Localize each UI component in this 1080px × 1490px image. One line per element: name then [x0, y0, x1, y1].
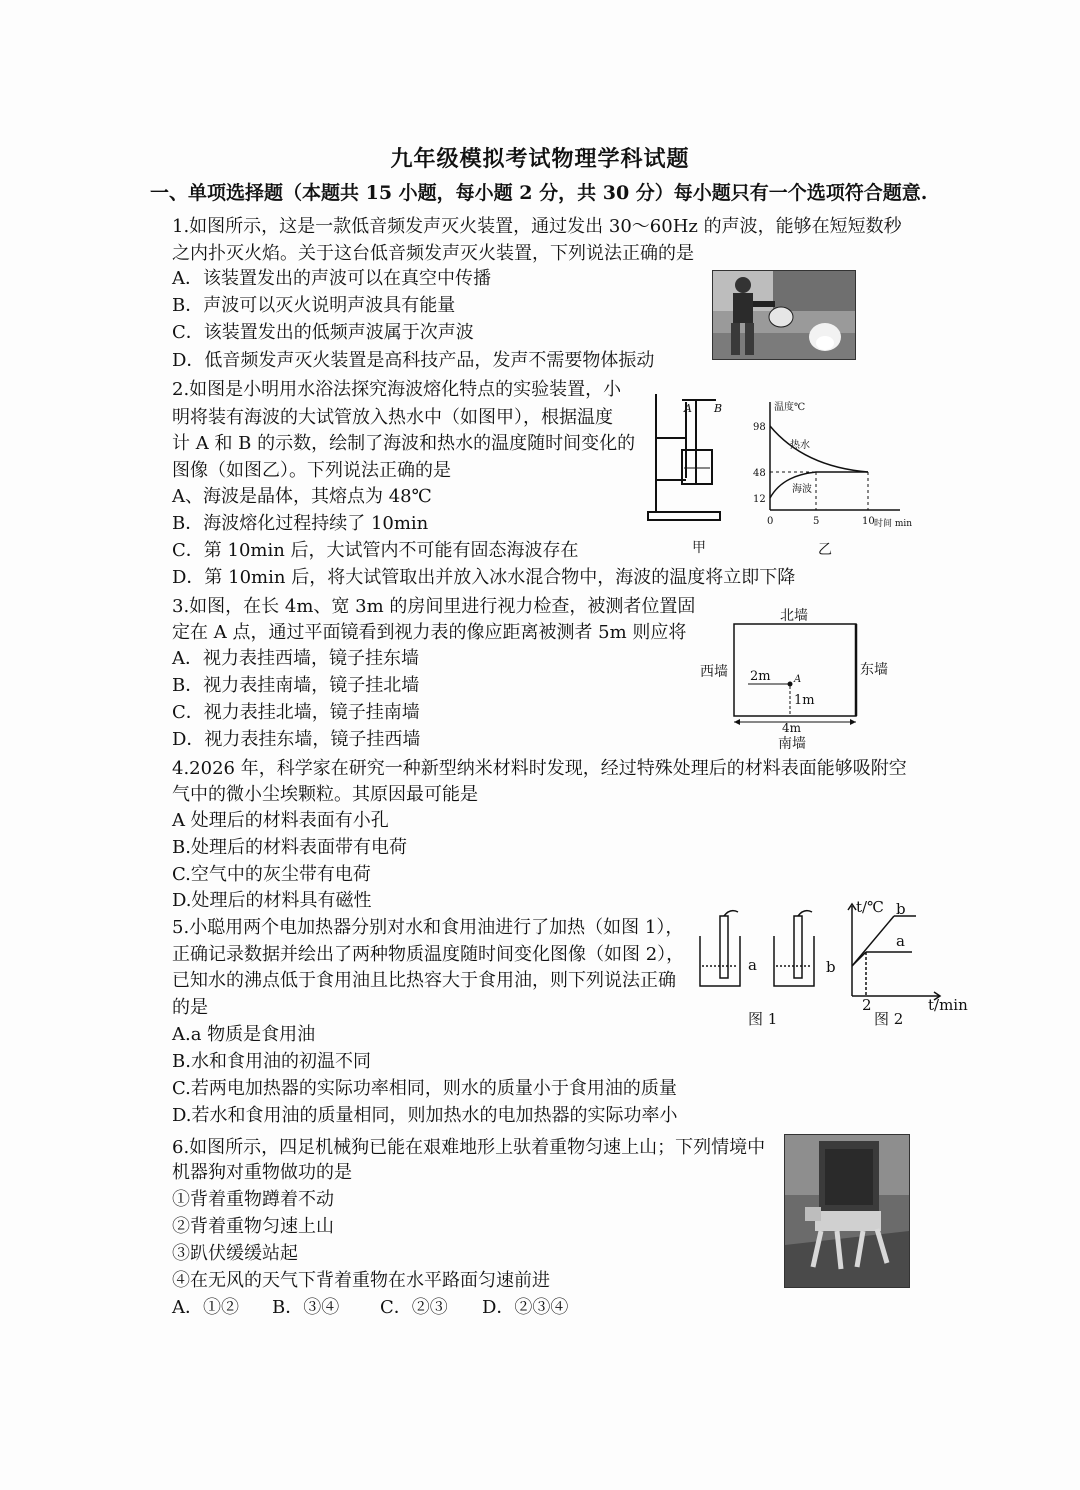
q2-stem-line-4: 图像（如图乙）。下列说法正确的是	[172, 460, 451, 481]
q1-stem-line-1: 1.如图所示，这是一款低音频发声灭火装置，通过发出 30～60Hz 的声波，能够在短短数秒	[172, 216, 902, 237]
q3-option-c: C．视力表挂北墙，镜子挂南墙	[172, 702, 420, 723]
q5-beaker-a-label: a	[748, 956, 757, 974]
q2-x-tick-5: 5	[813, 516, 820, 527]
q3-option-a: A．视力表挂西墙，镜子挂东墙	[172, 648, 419, 669]
q6-situation-1: ①背着重物蹲着不动	[172, 1189, 334, 1210]
q5-beakers	[700, 911, 814, 986]
q2-y-tick-12: 12	[753, 494, 766, 505]
q5-x-axis-label: t/min	[928, 996, 968, 1014]
q2-figure	[640, 388, 930, 560]
q2-x-axis-label: 时间 min	[874, 519, 913, 529]
q3-dim-1m: 1m	[794, 693, 815, 708]
q2-x-tick-0: 0	[767, 516, 774, 527]
q3-stem-line-1: 3.如图，在长 4m、宽 3m 的房间里进行视力检查，被测者位置固	[172, 596, 696, 617]
q2-haibo-curve	[770, 472, 868, 498]
q6-answer-b: B．③④	[272, 1297, 340, 1318]
q2-stem-line-3: 计 A 和 B 的示数，绘制了海波和热水的温度随时间变化的	[172, 433, 636, 454]
q5-curve-b	[852, 916, 894, 966]
q5-option-b: B.水和食用油的初温不同	[172, 1051, 371, 1072]
robot-dog-illustration	[785, 1135, 909, 1287]
q1-photo-sound-extinguisher	[712, 270, 856, 360]
q6-situation-4: ④在无风的天气下背着重物在水平路面匀速前进	[172, 1270, 550, 1291]
q5-option-d: D.若水和食用油的质量相同，则加热水的电加热器的实际功率小	[172, 1105, 678, 1126]
q2-curve-hot-water-label: 热水	[790, 440, 810, 451]
q5-curve-a-label: a	[896, 932, 905, 950]
q6-stem-line-1: 6.如图所示，四足机械狗已能在艰难地形上驮着重物匀速上山；下列情境中	[172, 1137, 766, 1158]
q2-curve-haibo-label: 海波	[792, 484, 812, 495]
q5-curve-a	[852, 952, 866, 966]
q1-stem-line-2: 之内扑灭火焰。关于这台低音频发声灭火装置，下列说法正确的是	[172, 243, 694, 264]
page-title: 九年级模拟考试物理学科试题	[390, 146, 690, 172]
q2-thermometer-a-label: A	[684, 402, 692, 415]
q5-stem-line-1: 5.小聪用两个电加热器分别对水和食用油进行了加热（如图 1），	[172, 917, 684, 938]
q2-temperature-graph	[770, 402, 900, 510]
q2-option-c: C．第 10min 后，大试管内不可能有固态海波存在	[172, 540, 579, 561]
q2-hot-water-curve	[770, 426, 868, 472]
q3-option-b: B．视力表挂南墙，镜子挂北墙	[172, 675, 420, 696]
q2-stem-line-1: 2.如图是小明用水浴法探究海波熔化特点的实验装置，小	[172, 379, 622, 400]
q5-fig2-label: 图 2	[874, 1010, 904, 1028]
q5-fig1-label: 图 1	[748, 1010, 778, 1028]
q5-y-axis-label: t/℃	[856, 898, 884, 916]
q2-label-yi: 乙	[818, 542, 832, 558]
q6-answer-d: D．②③④	[482, 1297, 569, 1318]
q5-temperature-graph	[848, 904, 940, 1000]
q5-stem-line-3: 已知水的沸点低于食用油且比热容大于食用油，则下列说法正确	[172, 970, 676, 991]
q3-north-wall-label: 北墙	[780, 608, 808, 624]
q3-east-wall-label: 东墙	[860, 662, 888, 678]
q3-stem-line-2: 定在 A 点，通过平面镜看到视力表的像应距离被测者 5m 则应将	[172, 622, 687, 643]
q6-answer-c: C．②③	[380, 1297, 448, 1318]
q5-stem-line-2: 正确记录数据并绘出了两种物质温度随时间变化图像（如图 2），	[172, 944, 685, 965]
q5-stem-line-4: 的是	[172, 997, 208, 1018]
q6-situation-3: ③趴伏缓缓站起	[172, 1243, 298, 1264]
q2-label-jia: 甲	[692, 540, 706, 556]
q3-south-wall-label: 南墙	[778, 736, 806, 752]
q6-answer-a: A．①②	[172, 1297, 239, 1318]
q2-stem-line-2: 明将装有海波的大试管放入热水中（如图甲），根据温度	[172, 407, 613, 428]
q5-option-a: A.a 物质是食用油	[172, 1024, 316, 1045]
q3-dim-4m: 4m	[782, 721, 802, 735]
q4-option-d: D.处理后的材料具有磁性	[172, 890, 372, 911]
q5-beaker-b-label: b	[826, 958, 836, 976]
q1-option-b: B．声波可以灭火说明声波具有能量	[172, 295, 456, 316]
q3-dim-2m: 2m	[750, 669, 771, 684]
q2-y-tick-48: 48	[753, 468, 766, 479]
q5-option-c: C.若两电加热器的实际功率相同，则水的质量小于食用油的质量	[172, 1078, 677, 1099]
q4-stem-line-2: 气中的微小尘埃颗粒。其原因最可能是	[172, 784, 478, 805]
firefighter-illustration	[713, 271, 855, 359]
q1-option-d: D．低音频发声灭火装置是高科技产品，发声不需要物体振动	[172, 350, 655, 371]
q1-option-a: A．该装置发出的声波可以在真空中传播	[172, 268, 491, 289]
q2-option-d: D．第 10min 后，将大试管取出并放入冰水混合物中，海波的温度将立即下降	[172, 567, 796, 588]
q6-stem-line-2: 机器狗对重物做功的是	[172, 1162, 352, 1183]
q2-thermometer-b-label: B	[714, 402, 723, 415]
q3-west-wall-label: 西墙	[700, 664, 728, 680]
q3-option-d: D．视力表挂东墙，镜子挂西墙	[172, 729, 421, 750]
q5-curve-b-label: b	[896, 900, 906, 918]
q4-option-b: B.处理后的材料表面带有电荷	[172, 837, 407, 858]
q2-option-b: B．海波熔化过程持续了 10min	[172, 513, 429, 534]
q2-x-tick-10: 10	[862, 516, 875, 527]
section-heading: 一、单项选择题（本题共 15 小题，每小题 2 分，共 30 分）每小题只有一个选项符合题意.	[150, 182, 928, 204]
q6-photo-robot-dog	[784, 1134, 910, 1288]
q5-x-tick-2: 2	[862, 996, 872, 1014]
q2-y-axis-label: 温度℃	[774, 402, 806, 413]
q2-y-tick-98: 98	[753, 422, 766, 433]
q1-option-c: C．该装置发出的低频声波属于次声波	[172, 322, 474, 343]
q6-situation-2: ②背着重物匀速上山	[172, 1216, 334, 1237]
q4-stem-line-1: 4.2026 年，科学家在研究一种新型纳米材料时发现，经过特殊处理后的材料表面能够吸附空	[172, 758, 907, 779]
q4-option-a: A 处理后的材料表面有小孔	[172, 810, 389, 831]
q3-point-a	[788, 682, 793, 687]
q2-option-a: A、海波是晶体，其熔点为 48℃	[172, 486, 432, 507]
q3-room-diagram	[698, 604, 918, 754]
q5-figure	[690, 896, 980, 1036]
q4-option-c: C.空气中的灰尘带有电荷	[172, 864, 371, 885]
q3-point-a-label: A	[794, 674, 802, 685]
